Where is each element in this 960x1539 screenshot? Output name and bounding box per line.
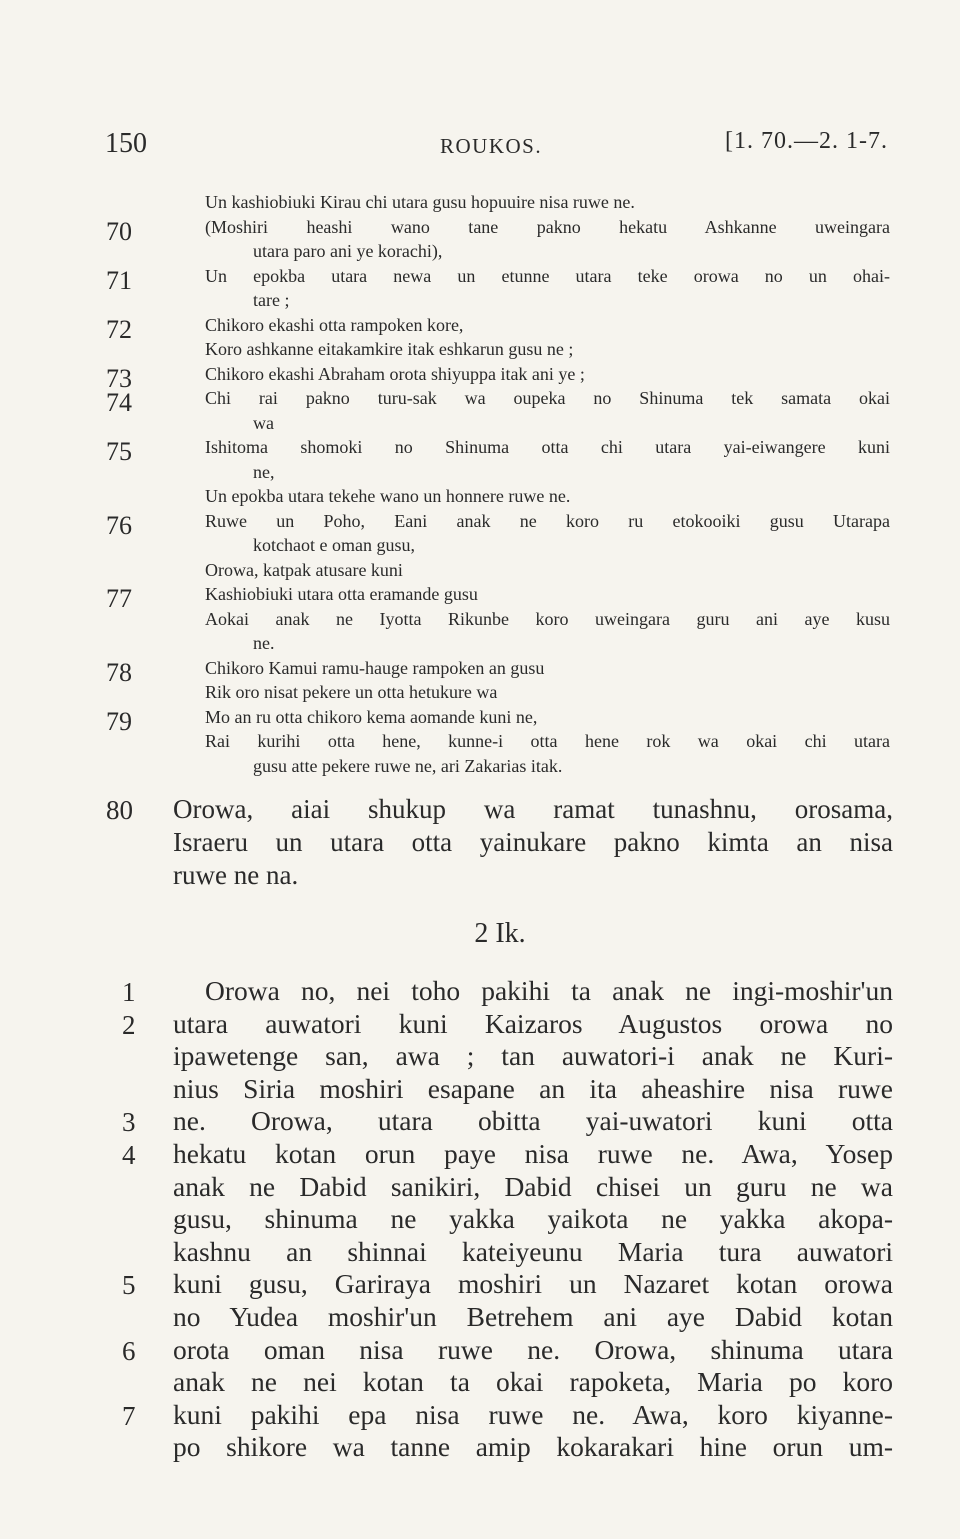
text-line <box>0 435 960 466</box>
line-text: ne, <box>253 461 275 482</box>
running-title: ROUKOS. <box>440 134 543 158</box>
text-line <box>0 1268 960 1301</box>
text-line <box>0 558 960 583</box>
verse-number: 76 <box>106 510 132 540</box>
verse-number: 78 <box>106 657 132 687</box>
text-line <box>0 1105 960 1138</box>
line-text: anak ne Dabid sanikiri, Dabid chisei un guru ne wa <box>173 1170 893 1202</box>
verse-number: 71 <box>106 265 132 295</box>
line-text: kashnu an shinnai kateiyeunu Maria tura auwatori <box>173 1235 893 1267</box>
line-text: Koro ashkanne eitakamkire itak eshkarun gusu ne ; <box>205 339 574 359</box>
text-line <box>0 288 960 313</box>
line-text: ipawetenge san, awa ; tan auwatori-i anak ne Kuri- <box>173 1040 893 1072</box>
text-line <box>0 1171 960 1204</box>
verse-number: 74 <box>106 388 132 417</box>
text-line <box>0 484 960 509</box>
line-text: Aokai anak ne Iyotta Rikunbe koro uweingara guru ani aye kusu <box>205 608 890 629</box>
line-text: Chikoro ekashi otta rampoken kore, <box>205 314 464 335</box>
verse-number: 3 <box>122 1107 136 1138</box>
text-line <box>0 1399 960 1432</box>
line-text: gusu, shinuma ne yakka yaikota ne yakka akopa- <box>173 1203 893 1235</box>
text-line <box>0 1008 960 1041</box>
text-line <box>0 705 960 736</box>
verse-number: 79 <box>106 706 132 736</box>
line-text: Israeru un utara otta yainukare pakno kimta an nisa <box>173 827 893 857</box>
text-line <box>0 680 960 705</box>
text-line <box>0 362 960 393</box>
line-text: kuni pakihi epa nisa ruwe ne. Awa, koro kiyanne- <box>173 1398 893 1430</box>
verse-number: 72 <box>106 314 132 344</box>
line-text: Rik oro nisat pekere un otta hetukure wa <box>205 682 498 702</box>
verse-number: 7 <box>122 1400 136 1431</box>
line-text: Orowa, aiai shukup wa ramat tunashnu, orosama, <box>173 794 893 824</box>
line-text: utara paro ani ye korachi), <box>253 241 443 261</box>
line-text: anak ne nei kotan ta okai rapoketa, Maria po koro <box>173 1366 893 1398</box>
text-line <box>0 1138 960 1171</box>
line-text: hekatu kotan orun paye nisa ruwe ne. Awa, Yosep <box>173 1137 893 1169</box>
line-text: tare ; <box>253 290 290 310</box>
text-line <box>0 190 960 215</box>
chapter-verse-reference: [1. 70.—2. 1-7. <box>725 128 888 154</box>
line-text: gusu atte pekere ruwe ne, ari Zakarias itak. <box>253 755 563 776</box>
line-text: Kashiobiuki utara otta eramande gusu <box>205 584 478 604</box>
text-line <box>0 656 960 687</box>
chapter-2-paragraph <box>0 975 960 1464</box>
verse-number: 1 <box>122 977 136 1007</box>
line-text: no Yudea moshir'un Betrehem ani aye Dabid kotan <box>173 1300 893 1332</box>
line-text: ne. <box>253 633 275 653</box>
line-text: Orowa no, nei toho pakihi ta anak ne ingi-moshir'un <box>205 975 893 1006</box>
text-line <box>0 533 960 558</box>
line-text: Rai kurihi otta hene, kunne-i otta hene rok wa okai chi utara <box>205 731 890 751</box>
line-text: Chikoro ekashi Abraham orota shiyuppa itak ani ye ; <box>205 363 585 384</box>
verse-number: 2 <box>122 1009 136 1040</box>
text-line <box>0 1236 960 1269</box>
verse-number: 75 <box>106 437 132 466</box>
text-line <box>0 215 960 246</box>
text-line <box>0 1366 960 1399</box>
page-header <box>0 128 960 168</box>
song-of-zacharias-block <box>0 190 960 778</box>
line-text: Chi rai pakno turu-sak wa oupeka no Shinuma tek samata okai <box>205 388 890 408</box>
line-text: orota oman nisa ruwe ne. Orowa, shinuma utara <box>173 1333 893 1365</box>
text-line <box>0 1431 960 1464</box>
text-line <box>0 631 960 656</box>
text-line <box>0 239 960 264</box>
text-line <box>0 793 960 826</box>
verse-number: 73 <box>106 363 132 393</box>
verse-80-paragraph <box>0 793 960 892</box>
verse-number: 70 <box>106 216 132 246</box>
verse-number: 4 <box>122 1139 136 1170</box>
line-text: Un kashiobiuki Kirau chi utara gusu hopuuire nisa ruwe ne. <box>205 192 635 212</box>
text-line <box>0 460 960 485</box>
verse-number: 6 <box>122 1335 136 1366</box>
text-line <box>0 729 960 754</box>
text-line <box>0 607 960 632</box>
text-line <box>0 582 960 613</box>
text-line <box>0 859 960 892</box>
verse-number: 80 <box>106 795 133 825</box>
text-line <box>0 411 960 436</box>
verse-number: 77 <box>106 584 132 613</box>
text-line <box>0 509 960 540</box>
verse-number: 5 <box>122 1270 136 1301</box>
line-text: ruwe ne na. <box>173 860 299 890</box>
line-text: wa <box>253 412 274 433</box>
text-line <box>0 337 960 362</box>
line-text: kuni gusu, Gariraya moshiri un Nazaret kotan orowa <box>173 1268 893 1300</box>
line-text: Un epokba utara tekehe wano un honnere ruwe ne. <box>205 486 571 506</box>
line-text: Mo an ru otta chikoro kema aomande kuni ne, <box>205 706 538 727</box>
text-line <box>0 386 960 417</box>
text-line <box>0 1301 960 1334</box>
line-text: ne. Orowa, utara obitta yai-uwatori kuni otta <box>173 1105 893 1137</box>
text-line <box>0 826 960 859</box>
text-line <box>0 1040 960 1073</box>
text-line <box>0 313 960 344</box>
line-text: kotchaot e oman gusu, <box>253 535 415 555</box>
line-text: utara auwatori kuni Kaizaros Augustos orowa no <box>173 1007 893 1039</box>
text-line <box>0 264 960 295</box>
line-text: (Moshiri heashi wano tane pakno hekatu Ashkanne uweingara <box>205 216 890 237</box>
chapter-heading: 2 Ik. <box>474 918 526 949</box>
line-text: po shikore wa tanne amip kokarakari hine orun um- <box>173 1431 893 1463</box>
line-text: Chikoro Kamui ramu-hauge rampoken an gusu <box>205 657 545 678</box>
line-text: Ishitoma shomoki no Shinuma otta chi utara yai-eiwangere kuni <box>205 437 890 457</box>
line-text: Un epokba utara newa un etunne utara teke orowa no un ohai- <box>205 265 890 286</box>
line-text: Orowa, katpak atusare kuni <box>205 559 403 580</box>
text-line <box>0 1203 960 1236</box>
page-number: 150 <box>105 128 147 159</box>
text-line <box>0 1073 960 1106</box>
text-line <box>0 1334 960 1367</box>
line-text: Ruwe un Poho, Eani anak ne koro ru etokooiki gusu Utarapa <box>205 510 890 531</box>
text-line <box>0 975 960 1008</box>
line-text: nius Siria moshiri esapane an ita aheashire nisa ruwe <box>173 1072 893 1104</box>
text-line <box>0 754 960 779</box>
